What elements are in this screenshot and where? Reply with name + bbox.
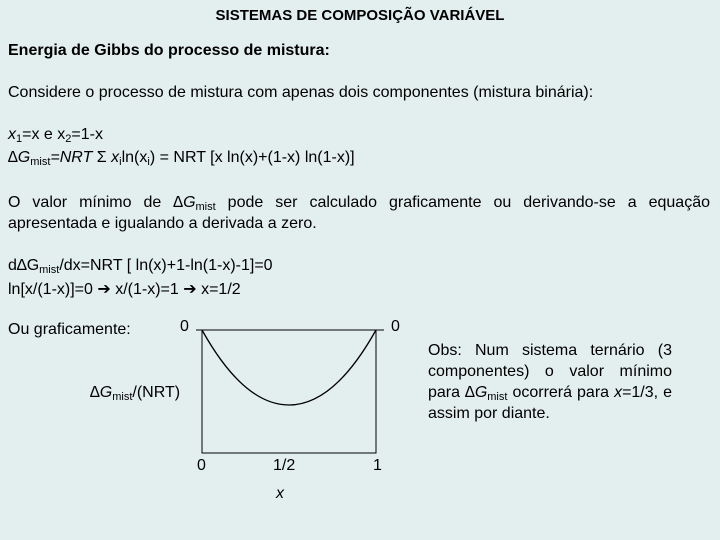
plot-frame [202, 330, 376, 453]
arrow-right-icon: ➔ [183, 281, 197, 298]
y-zero-left-label: 0 [180, 318, 189, 335]
section-heading: Energia de Gibbs do processo de mistura: [8, 42, 330, 59]
observation-note: Obs: Num sistema ternário (3 componentes) o valor mínimo para $\Delta G_{mist}$ ocorrerá para x=1/3, e assim por diante. [428, 342, 672, 422]
gibbs-curve [202, 330, 376, 405]
solution-equation: ln[x/(1-x)]=0 ➔ x/(1-x)=1 ➔ x=1/2 [8, 281, 241, 298]
gibbs-mixing-equation: $\Delta G_{mist}=NRT$ Σ $x_i\ln(x_i)$ = NRT [x ln(x)+(1-x) ln(1-x)] [8, 149, 355, 168]
graph-prefix: Ou graficamente: [8, 321, 131, 338]
minimum-paragraph: O valor mínimo de $\Delta G_{mist}$ pode ser calculado graficamente ou derivando-se a equação apresentada e igualando a derivada a zero. [8, 194, 710, 232]
x-tick-1: 1 [373, 457, 382, 474]
x-tick-half: 1/2 [273, 457, 296, 474]
y-zero-right-label: 0 [391, 318, 400, 335]
derivative-equation: $d\Delta G_{mist}/dx=NRT$ [ ln(x)+1-ln(1-x)-1]=0 [8, 257, 273, 276]
x-tick-0: 0 [197, 457, 206, 474]
arrow-right-icon: ➔ [97, 281, 111, 298]
composition-equation: $x_1=x$ e $x_2=1-x$ [8, 126, 103, 145]
intro-text: Considere o processo de mistura com apenas dois componentes (mistura binária): [8, 84, 594, 101]
x-axis-label: x [276, 485, 284, 502]
y-axis-label: $\Delta G_{mist}/(NRT)$ [90, 384, 181, 403]
page-title: SISTEMAS DE COMPOSIÇÃO VARIÁVEL [215, 7, 505, 24]
